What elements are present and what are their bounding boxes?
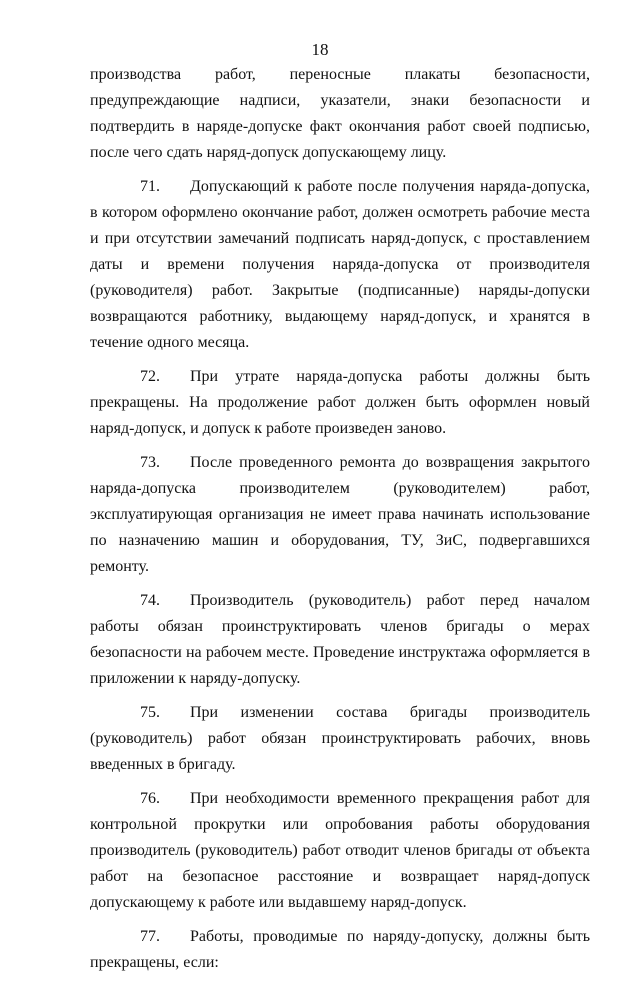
paragraph-continuation <box>90 62 590 166</box>
paragraph-76 <box>90 786 590 916</box>
paragraph-number: 75. <box>140 704 160 721</box>
paragraph-number: 73. <box>140 454 160 471</box>
paragraph-73 <box>90 450 590 580</box>
paragraph-text: Работы, проводимые по наряду-допуску, должны быть прекращены, если: <box>90 928 590 971</box>
paragraph-number: 72. <box>140 368 160 385</box>
page-number: 18 <box>311 40 329 59</box>
paragraph-text: После проведенного ремонта до возвращения закрытого наряда-допуска производителем (руководителем) работ, эксплуатирующая организация не имеет права начинать использование по назначению машин и оборудования, ТУ, ЗиС, подвергавшихся ремонту. <box>90 454 590 575</box>
paragraph-text: При изменении состава бригады производитель (руководитель) работ обязан проинструктировать рабочих, вновь введенных в бригаду. <box>90 704 590 773</box>
paragraph-text: производства работ, переносные плакаты безопасности, предупреждающие надписи, указатели, знаки безопасности и подтвердить в наряде-допуске факт окончания работ своей подписью, после чего сдать наряд-допуск допускающему лицу. <box>90 66 590 161</box>
paragraph-72 <box>90 364 590 442</box>
paragraph-number: 77. <box>140 928 160 945</box>
paragraph-75 <box>90 700 590 778</box>
paragraph-number: 74. <box>140 592 160 609</box>
paragraph-71 <box>90 174 590 356</box>
paragraph-text: Производитель (руководитель) работ перед началом работы обязан проинструктировать членов бригады о мерах безопасности на рабочем месте. Проведение инструктажа оформляется в приложении к наряду-допуску. <box>90 592 590 687</box>
paragraph-text: Допускающий к работе после получения наряда-допуска, в котором оформлено окончание работ, должен осмотреть рабочие места и при отсутствии замечаний подписать наряд-допуск, с проставлением даты и времени получения наряда-допуска от производителя (руководителя) работ. Закрытые (подписанные) наряды-допуски возвращаются работнику, выдающему наряд-допуск, и хранятся в течение одного месяца. <box>90 178 590 351</box>
paragraph-number: 76. <box>140 790 160 807</box>
document-body <box>90 62 590 984</box>
paragraph-text: При утрате наряда-допуска работы должны быть прекращены. На продолжение работ должен быть оформлен новый наряд-допуск, и допуск к работе произведен заново. <box>90 368 590 437</box>
paragraph-74 <box>90 588 590 692</box>
paragraph-number: 71. <box>140 178 160 195</box>
paragraph-text: При необходимости временного прекращения работ для контрольной прокрутки или опробования работы оборудования производитель (руководитель) работ отводит членов бригады от объекта работ на безопасное расстояние и возвращает наряд-допуск допускающему к работе или выдавшему наряд-допуск. <box>90 790 590 911</box>
paragraph-77 <box>90 924 590 976</box>
